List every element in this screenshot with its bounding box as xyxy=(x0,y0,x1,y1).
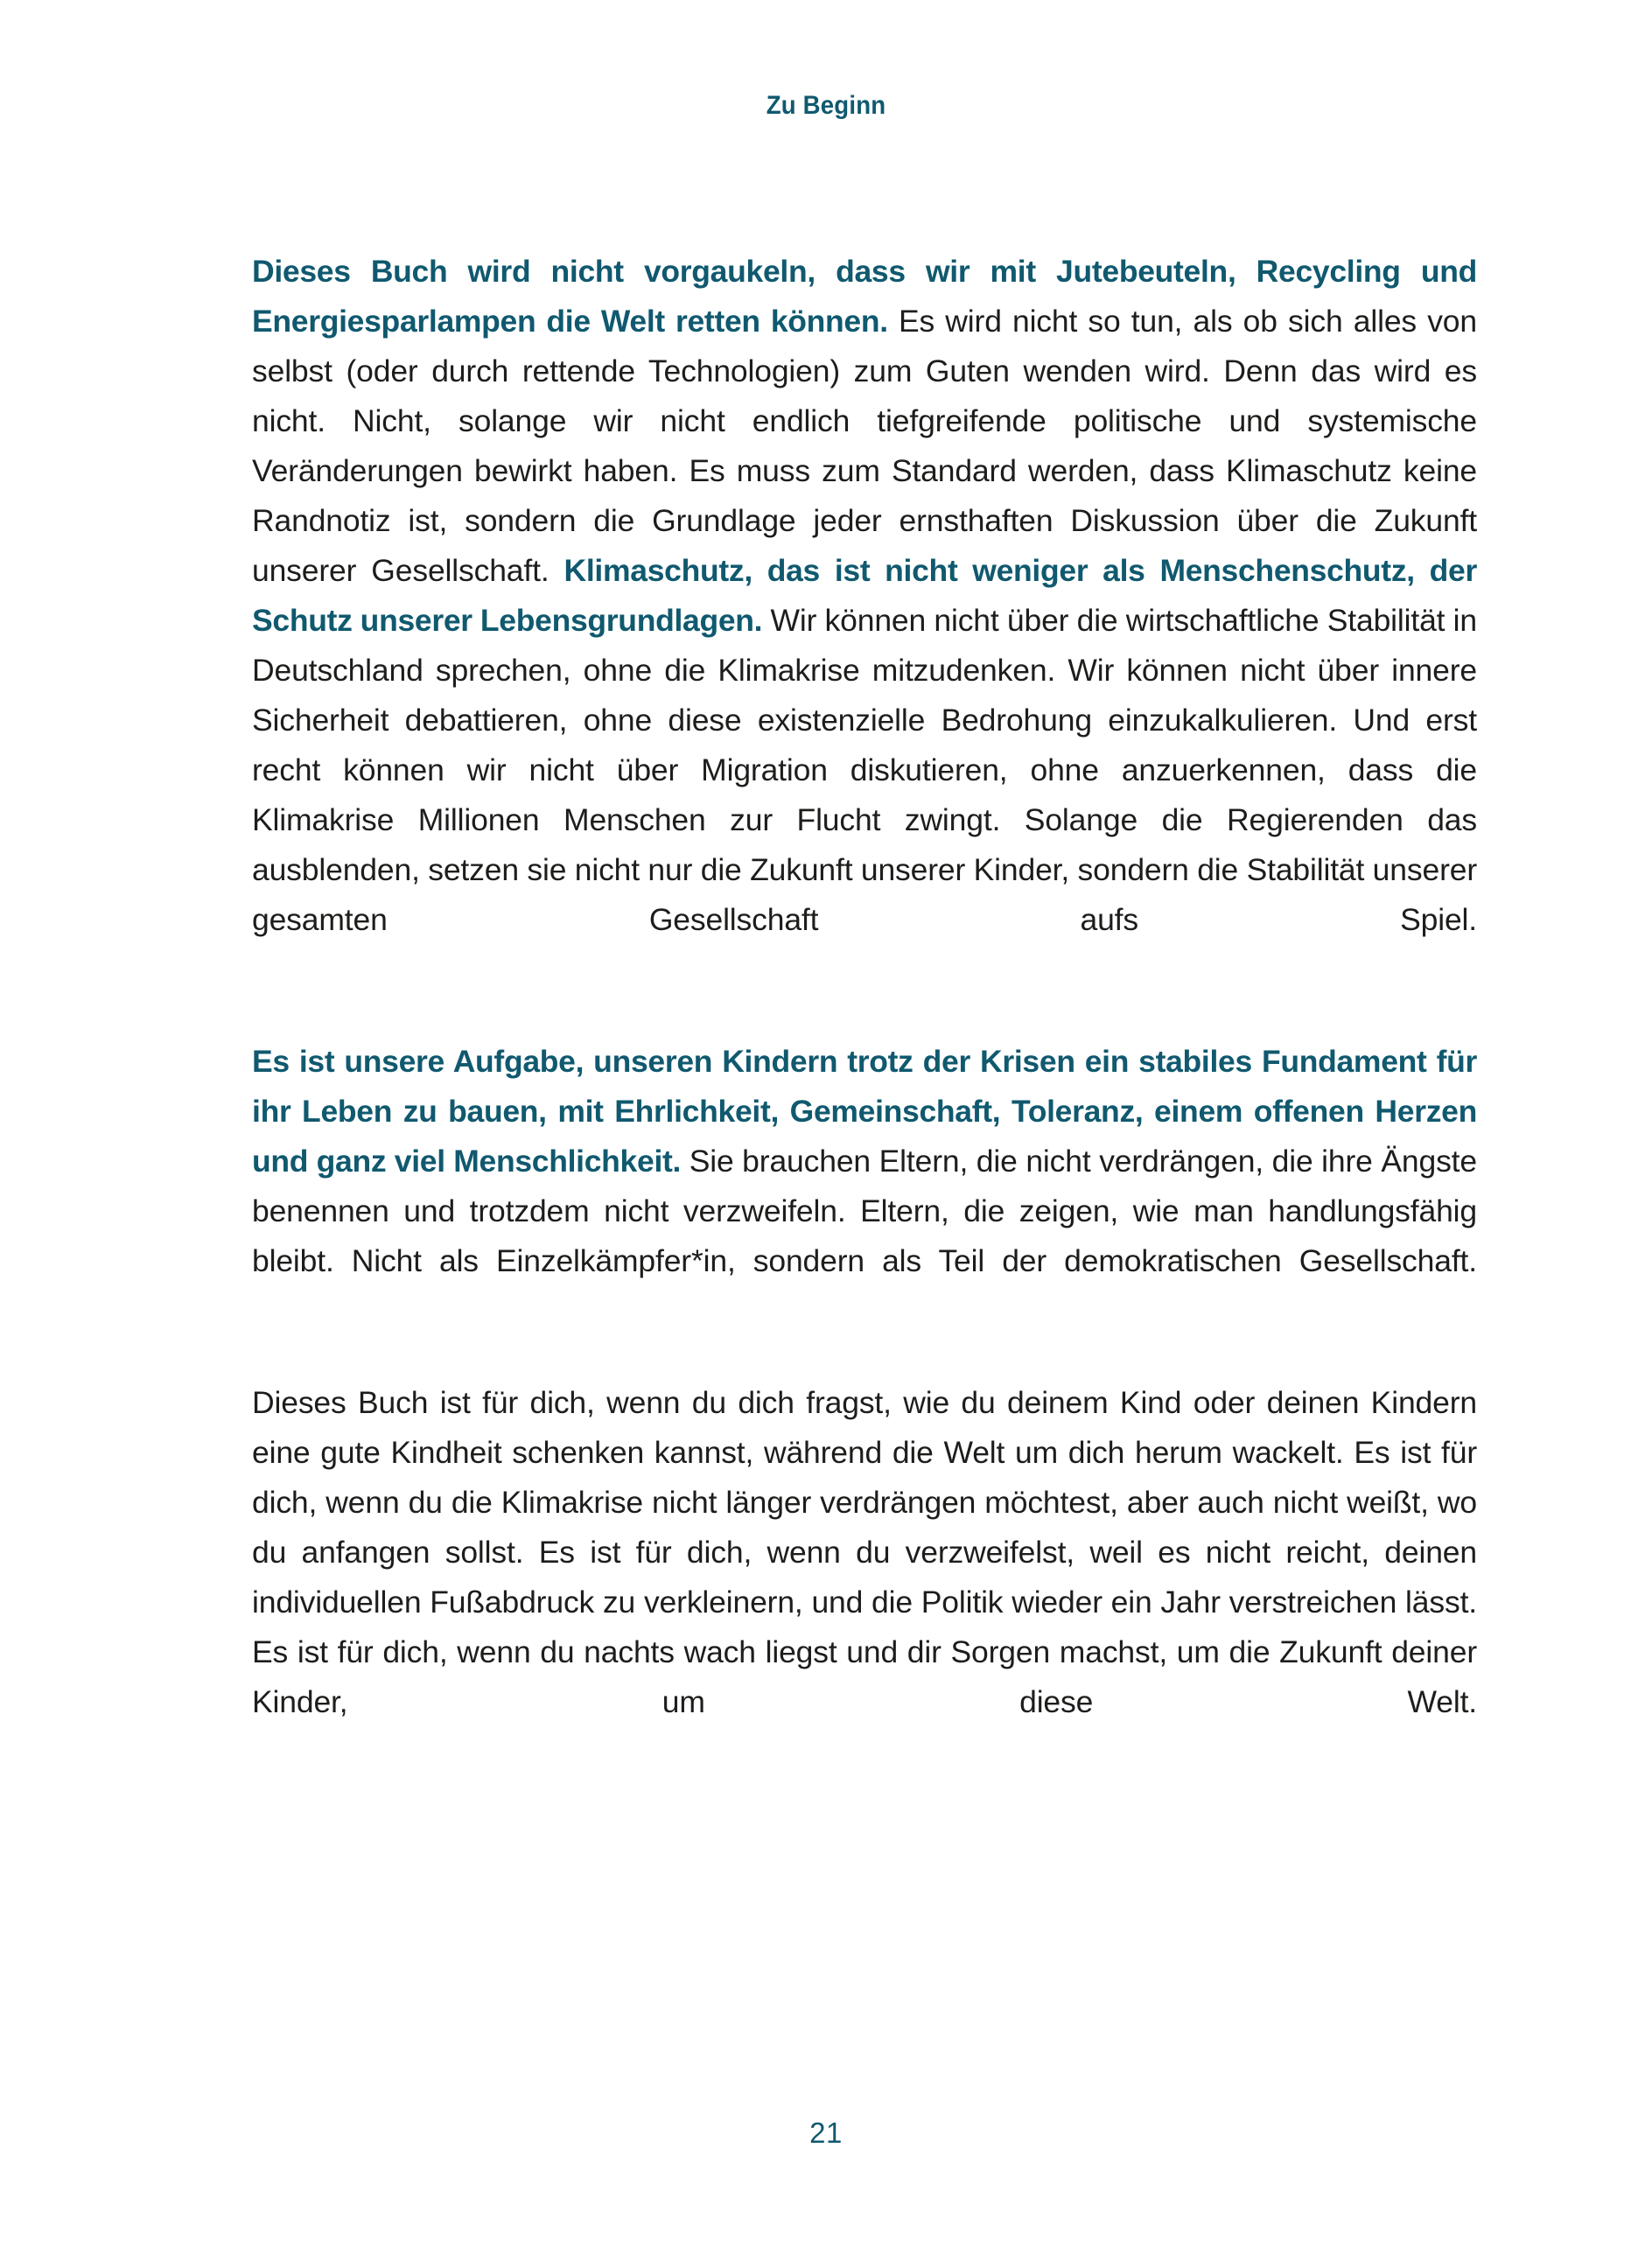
paragraph-3-body-part-1: Dieses Buch ist für dich, wenn du dich fragst, wie du deinem Kind oder deinen Kindern eine gute Kindheit schenken kannst, während die Welt um dich herum wackelt. Es ist für dich, wenn du die Klimakrise nicht länger verdrängen möchtest, aber auch nicht weißt, wo du anfangen sollst. Es ist für dich, wenn du verzweifelst, weil es nicht reicht, deinen individuellen Fußabdruck zu verkleinern, und die Politik wieder ein Jahr verstreichen lässt. Es ist für dich, wenn du nachts wach liegst und dir Sorgen machst, um die Zukunft deiner Kinder, um diese Welt. xyxy=(252,1385,1477,1719)
running-head: Zu Beginn xyxy=(766,91,886,120)
paragraph-2-lead-bold: Es ist unsere Aufgabe, unseren Kindern trotz der Krisen ein stabiles Fundament für ihr Leben zu bauen, mit Ehrlichkeit, Gemeinschaft, Toleranz, einem offenen Herzen und ganz viel Menschlichkeit. xyxy=(252,1044,1477,1179)
paragraph-1-body-part-2: Wir können nicht über die wirtschaftliche Stabilität in Deutschland sprechen, ohne die Klimakrise mitzudenken. Wir können nicht über innere Sicherheit debattieren, ohne diese existenzielle Bedrohung einzukalkulieren. Und erst recht können wir nicht über Migration diskutieren, ohne anzuerkennen, dass die Klimakrise Millionen Menschen zur Flucht zwingt. Solange die Regierenden das ausblenden, setzen sie nicht nur die Zukunft unserer Kinder, sondern die Stabilität unserer gesamten Gesellschaft aufs Spiel. xyxy=(252,603,1477,937)
paragraph-1-lead-bold: Dieses Buch wird nicht vorgaukeln, dass wir mit Jutebeuteln, Recycling und Energiesparlampen die Welt retten können. xyxy=(252,254,1477,339)
paragraph-1-inline-bold: Klimaschutz, das ist nicht weniger als Menschenschutz, der Schutz unserer Lebensgrundlagen. xyxy=(252,553,1478,638)
paragraph-2-body-part-1: Sie brauchen Eltern, die nicht verdrängen, die ihre Ängste benennen und trotzdem nicht verzweifeln. Eltern, die zeigen, wie man handlungsfähig bleibt. Nicht als Einzelkämpfer*in, sondern als Teil der demokratischen Gesellschaft. xyxy=(252,1144,1477,1278)
paragraph-1 xyxy=(252,247,1477,995)
paragraph-3 xyxy=(252,1378,1477,1777)
text-column xyxy=(252,247,1477,1777)
page-number: 21 xyxy=(809,2117,843,2149)
paragraph-2 xyxy=(252,1037,1477,1336)
paragraph-1-body-part-1: Es wird nicht so tun, als ob sich alles von selbst (oder durch rettende Technologien) zum Guten wenden wird. Denn das wird es nicht. Nicht, solange wir nicht endlich tiefgreifende politische und systemische Veränderungen bewirkt haben. Es muss zum Standard werden, dass Klimaschutz keine Randnotiz ist, sondern die Grundlage jeder ernsthaften Diskussion über die Zukunft unserer Gesellschaft. xyxy=(252,304,1477,588)
